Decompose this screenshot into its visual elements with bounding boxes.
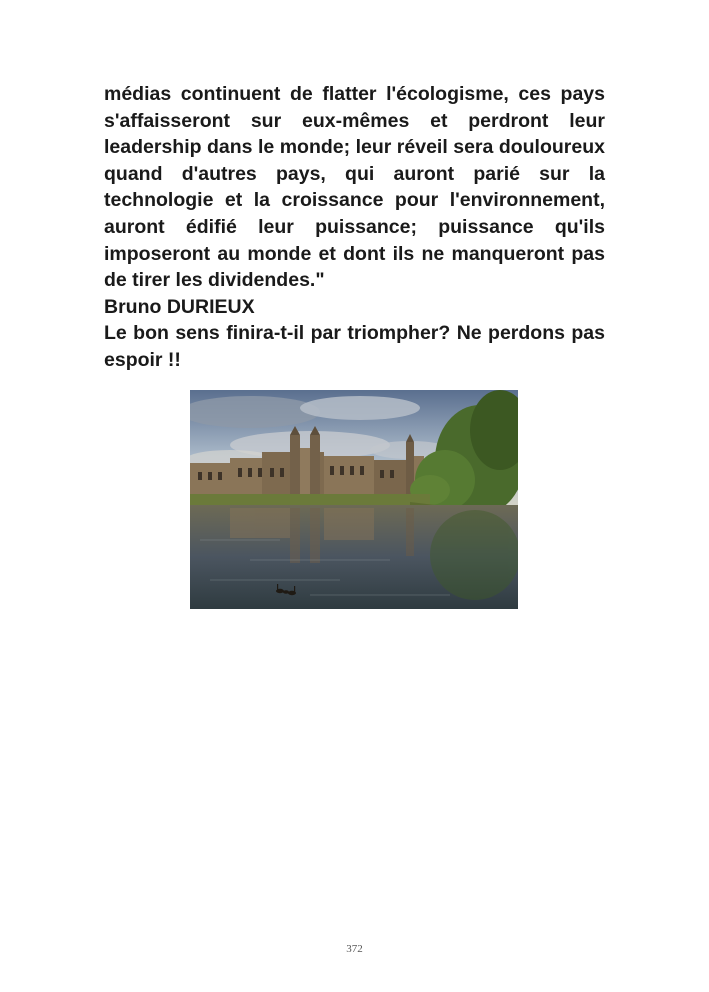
- closing-paragraph: Le bon sens finira-t-il par triompher? Ne perdons pas espoir !!: [104, 322, 605, 371]
- cloud: [300, 396, 420, 420]
- author-name: Bruno DURIEUX: [104, 295, 255, 318]
- main-text: [104, 81, 605, 374]
- quote-paragraph: médias continuent de flatter l'écologisme, ces pays s'affaisseront sur eux-mêmes et perdront leur leadership dans le monde; leur réveil sera douloureux quand d'autres pays, qui auront parié sur la technologie et la croissance pour l'environnement, auront édifié leur puissance; puissance qu'ils imposeront au monde et dont ils ne manqueront pas de tirer les dividendes.": [104, 83, 605, 292]
- castle-lake-photo: [190, 390, 518, 609]
- lawn: [190, 494, 430, 506]
- page-number: 372: [346, 943, 363, 955]
